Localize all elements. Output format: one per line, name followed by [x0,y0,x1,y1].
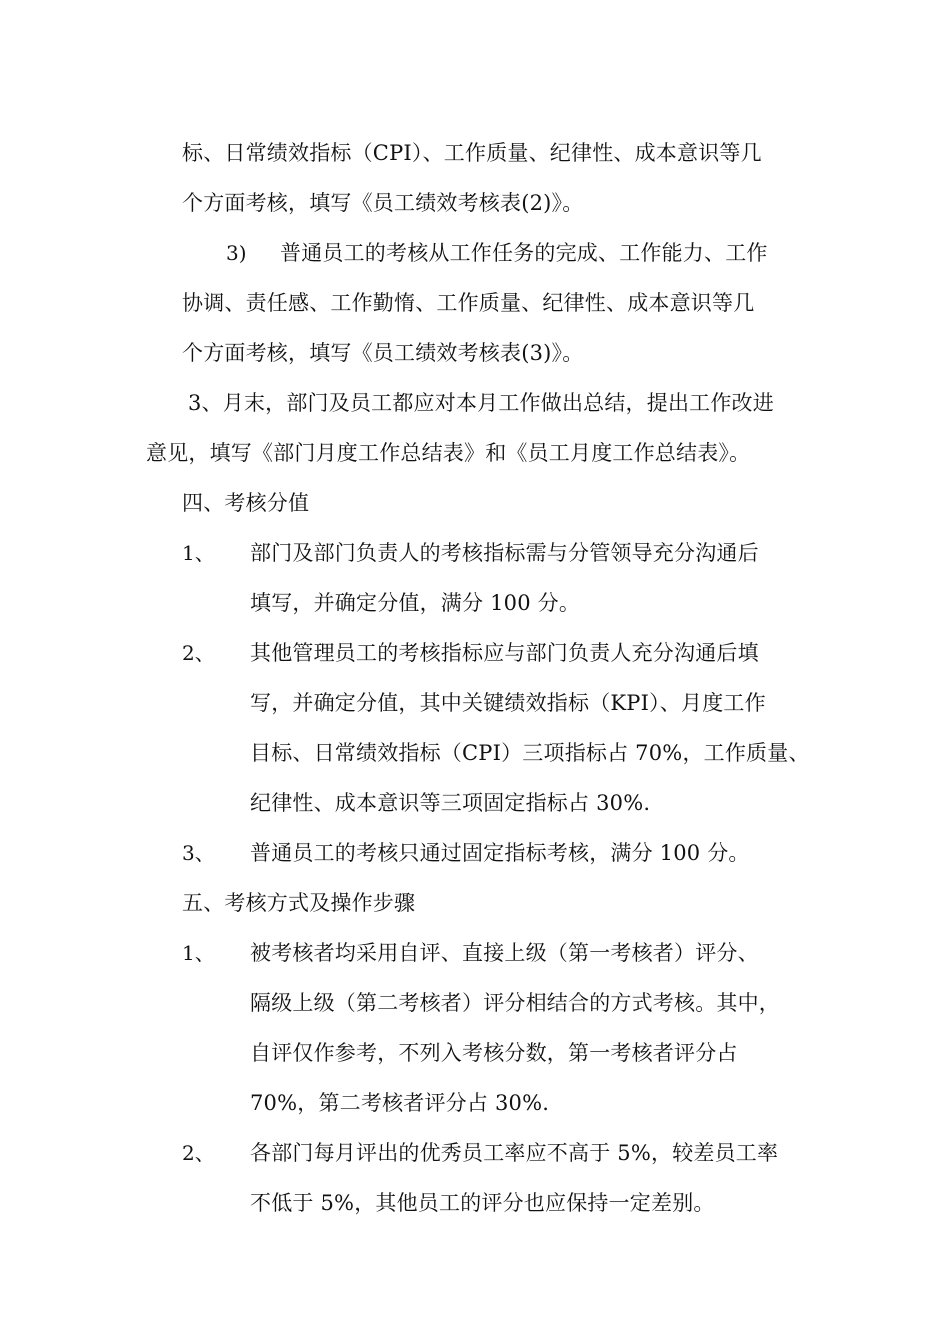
list-item-line: 隔级上级（第二考核者）评分相结合的方式考核。其中， [250,991,780,1015]
list-item-line: 被考核者均采用自评、直接上级（第一考核者）评分、 [250,941,759,965]
section-heading: 四、考核分值 [182,491,310,515]
paragraph-line: 协调、责任感、工作勤惰、工作质量、纪律性、成本意识等几 [182,291,755,315]
paragraph-line: 个方面考核，填写《员工绩效考核表(3)》。 [182,341,584,365]
list-number: 3) [226,241,247,265]
list-number: 1、 [182,541,215,565]
paragraph-line: 3、月末，部门及员工都应对本月工作做出总结，提出工作改进 [188,391,774,415]
list-item-line: 其他管理员工的考核指标应与部门负责人充分沟通后填 [250,641,759,665]
list-item-line: 各部门每月评出的优秀员工率应不高于 5%，较差员工率 [250,1141,779,1165]
list-item-line: 部门及部门负责人的考核指标需与分管领导充分沟通后 [250,541,759,565]
list-item-line: 70%，第二考核者评分占 30%. [250,1091,550,1115]
section-heading: 五、考核方式及操作步骤 [182,891,416,915]
list-number: 1、 [182,941,215,965]
list-item-line: 填写，并确定分值，满分 100 分。 [250,591,581,615]
list-number: 3、 [182,841,215,865]
paragraph-line: 个方面考核，填写《员工绩效考核表(2)》。 [182,191,584,215]
list-item-line: 普通员工的考核只通过固定指标考核，满分 100 分。 [250,841,750,865]
paragraph-line: 普通员工的考核从工作任务的完成、工作能力、工作 [280,241,768,265]
list-item-line: 不低于 5%，其他员工的评分也应保持一定差别。 [250,1191,715,1215]
list-item-line: 纪律性、成本意识等三项固定指标占 30%. [250,791,651,815]
list-item-line: 写，并确定分值，其中关键绩效指标（KPI）、月度工作 [250,691,766,715]
list-item-line: 自评仅作参考，不列入考核分数，第一考核者评分占 [250,1041,738,1065]
paragraph-line: 标、日常绩效指标（CPI）、工作质量、纪律性、成本意识等几 [182,141,762,165]
paragraph-line: 意见，填写《部门月度工作总结表》和《员工月度工作总结表》。 [146,441,751,465]
list-item-line: 目标、日常绩效指标（CPI）三项指标占 70%，工作质量、 [250,741,810,765]
list-number: 2、 [182,641,215,665]
list-number: 2、 [182,1141,215,1165]
